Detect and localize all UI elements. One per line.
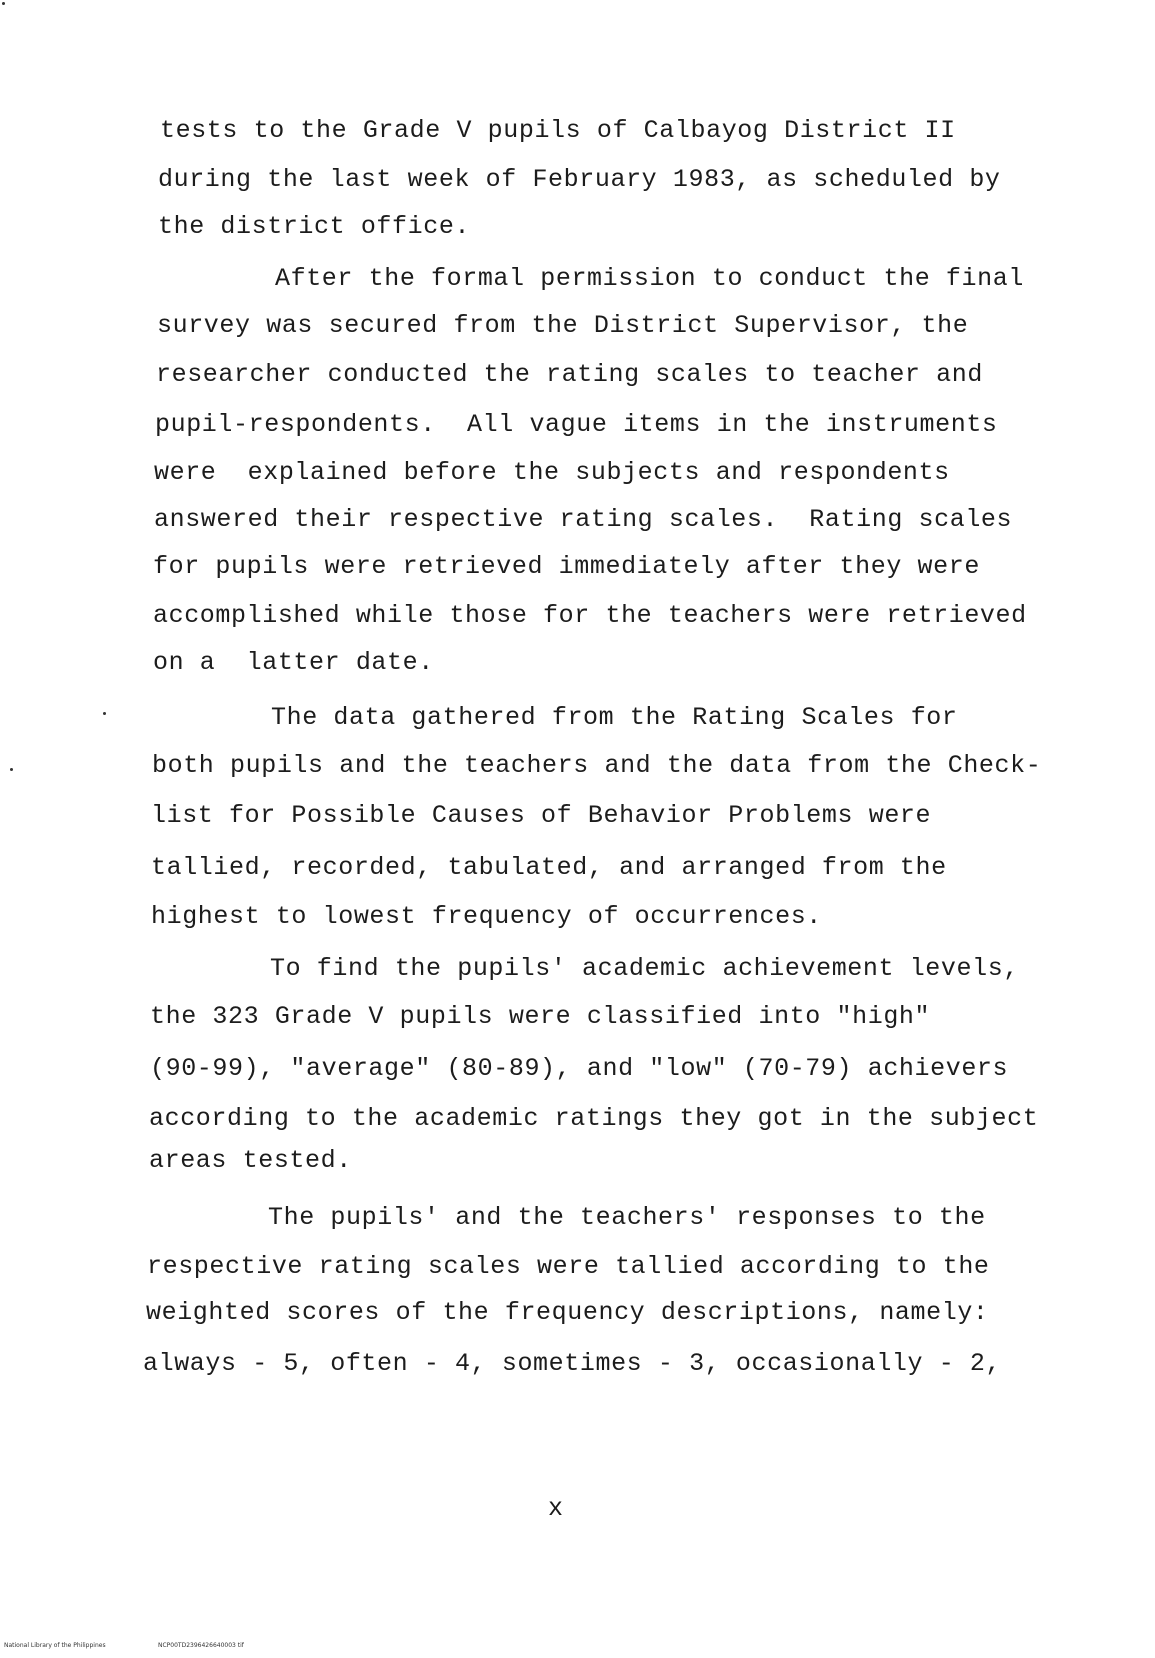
text-line: on a latter date. (153, 648, 434, 677)
text-line: according to the academic ratings they got in the subject (149, 1104, 1039, 1133)
text-line: were explained before the subjects and respondents (154, 458, 950, 487)
footer-code: NCP00TD2396426640003 tif (158, 1642, 244, 1649)
text-line: answered their respective rating scales. Rating scales (154, 505, 1013, 534)
text-line: pupil-respondents. All vague items in the instruments (155, 410, 998, 439)
text-line: The data gathered from the Rating Scales for (271, 703, 958, 732)
text-line: tallied, recorded, tabulated, and arranged from the (151, 853, 947, 882)
text-line: (90-99), "average" (80-89), and "low" (70-79) achievers (150, 1054, 1009, 1083)
footer-library: National Library of the Philippines (4, 1642, 106, 1649)
page-number: x (548, 1494, 564, 1523)
text-line: survey was secured from the District Supervisor, the (157, 311, 969, 340)
text-line: areas tested. (149, 1146, 352, 1175)
text-line: for pupils were retrieved immediately after they were (153, 552, 980, 581)
text-line: researcher conducted the rating scales to teacher and (156, 360, 983, 389)
text-line: respective rating scales were tallied according to the (147, 1252, 990, 1281)
text-line: After the formal permission to conduct the final (275, 264, 1024, 293)
text-line: tests to the Grade V pupils of Calbayog District II (160, 116, 956, 145)
scan-speck (103, 712, 106, 715)
text-line: highest to lowest frequency of occurrences. (151, 902, 822, 931)
text-line: both pupils and the teachers and the data from the Check- (152, 751, 1042, 780)
text-line: always - 5, often - 4, sometimes - 3, occasionally - 2, (143, 1349, 1002, 1378)
text-line: the 323 Grade V pupils were classified into "high" (150, 1002, 931, 1031)
scan-speck (10, 768, 13, 771)
text-line: weighted scores of the frequency descriptions, namely: (146, 1298, 989, 1327)
text-line: during the last week of February 1983, as scheduled by (158, 165, 1001, 194)
text-line: accomplished while those for the teachers were retrieved (153, 601, 1027, 630)
text-line: The pupils' and the teachers' responses to the (268, 1203, 986, 1232)
text-line: the district office. (158, 212, 471, 241)
text-line: To find the pupils' academic achievement levels, (270, 954, 1019, 983)
scan-speck (2, 2, 5, 5)
text-line: list for Possible Causes of Behavior Problems were (151, 801, 932, 830)
